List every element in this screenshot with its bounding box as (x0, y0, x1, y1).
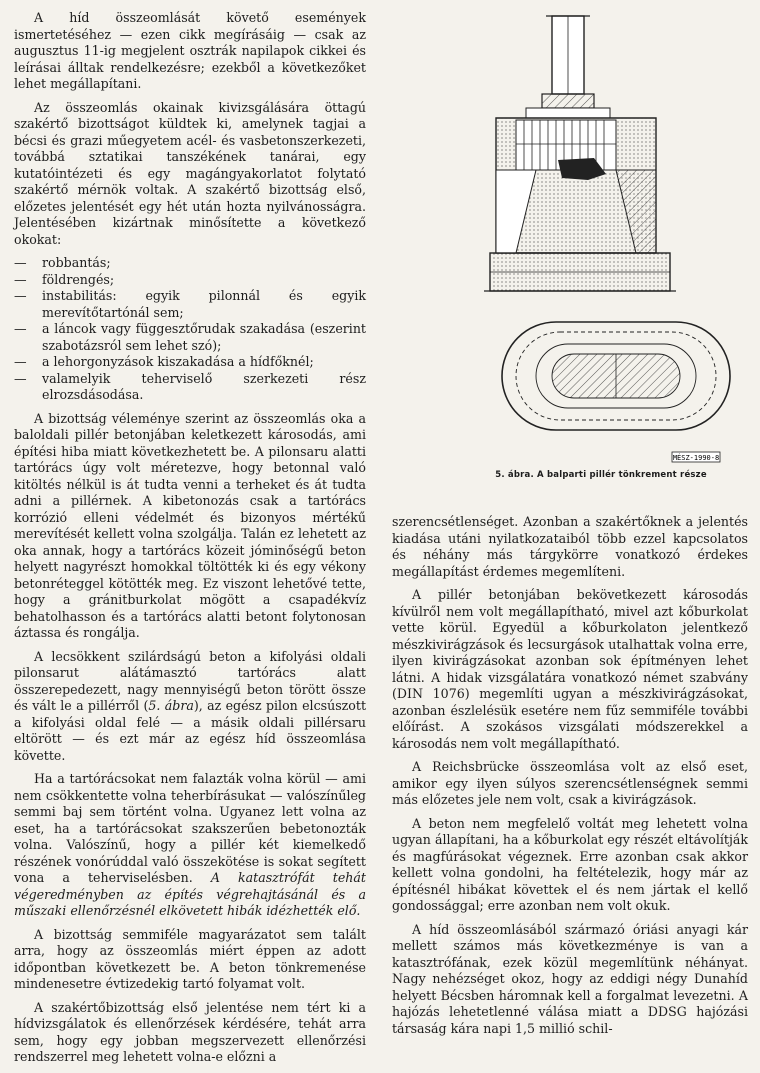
left-column (14, 10, 366, 1073)
paragraph-concrete: A beton nem megfelelő voltát meg lehetett volna ugyan állapítani, ha a kőburkolat egy részét eltávolítják és magfúrásokat végeznek. Erre azonban csak akkor kellett volna gondolni, ha feltételezik, hogy már az építésnél hibákat követtek el és nem jártak el kellő gondossággal; erre azonban nem volt okuk. (392, 815, 748, 913)
paragraph-statements: szerencsétlenséget. Azonban a szakértőknek a jelentés kiadása utáni nyilatkozataiból több ezzel kapcsolatos és néhány más tárgykörre vonatkozó érdekes megállapítást érdemes megemlíteni. (392, 514, 748, 579)
figure-reference: 5. ábra (148, 698, 194, 713)
paragraph-conclusion (14, 771, 366, 920)
paragraph-reichsbrucke: A Reichsbrücke összeomlása volt az első eset, amikor egy ilyen súlyos szerencsétlenségnek semmi más előzetes jele nem volt, csak a kivirágzások. (392, 759, 748, 807)
pier-diagram (476, 8, 760, 470)
conclusion-italic: A katasztrófát tehát végeredményben az építés végrehajtásánál és a műszaki ellenőrzésnél elkövetett hibák idézhették elő. (14, 870, 366, 918)
paragraph-timing: A bizottság semmiféle magyarázatot sem talált arra, hogy az összeomlás miért éppen az adott időpontban következett be. A beton tönkremenése mindenesetre évtizedekig tartó folyamat volt. (14, 926, 366, 991)
list-item: — a láncok vagy függesztőrudak szakadása (eszerint szabotázsról sem lehet szó); (14, 321, 366, 354)
paragraph-committee: Az összeomlás okainak kivizsgálására öttagú szakértő bizottságot küldtek ki, amelynek tagjai a bécsi és grazi műegyetem acél- és vasbetonszerkezeti, továbbá sztatikai tanszékének tanárai, egy kutatóintézeti és egy magángyakorlatot folytató szakértő mérnök voltak. A szakértő bizottság első, előzetes jelentését egy hét után hozta nyilvánosságra. Jelentésében kizártnak minősítette a következő okokat: (14, 99, 366, 247)
figure-pier-drawing (476, 8, 760, 488)
figure-caption: 5. ábra. A balparti pillér tönkrement része (495, 470, 707, 480)
right-column (392, 514, 748, 1044)
list-item: — a lehorgonyzások kiszakadása a hídfőknél; (14, 354, 366, 371)
excluded-causes-list (14, 255, 366, 404)
failure-text-b: ), az egész pilon elcsúszott a kifolyási oldal felé — a másik oldali pillérsaru eltörött — és ezt már az egész híd összeomlása követte. (14, 698, 367, 763)
paragraph-inspection: A szakértőbizottság első jelentése nem tért ki a hídvizsgálatok és ellenőrzések kérdésére, tehát arra sem, hogy egy jobban megszervezett ellenőrzési rendszerrel meg lehetett volna-e előzni a (14, 999, 366, 1064)
paragraph-cause: A bizottság véleménye szerint az összeomlás oka a baloldali pillér betonjában keletkezett károsodás, ami építési hiba miatt következhetett be. A pilonsaru alatti tartórács úgy volt méretezve, hogy betonnal való kitöltés nélkül is át tudta venni a terheket és át tudta adni a pillérnek. A kibetonozás csak a tartórács korrózió elleni védelmét és bizonyos mértékű merevítését kellett volna szolgálja. Talán ez lehetett az oka annak, hogy a tartórács közeit jóminőségű beton helyett nagyrészt homokkal töltötték ki és egy vékony betonréteggel kötötték meg. Ez viszont lehetővé tette, hogy a gránitburkolat mögött a csapadékvíz behatolhasson és a tartórács alatti betont folytonosan áztassa és rongálja. (14, 410, 366, 640)
elevation-view (484, 16, 676, 291)
paragraph-failure (14, 649, 366, 765)
paragraph-consequences: A híd összeomlásából származó óriási anyagi kár mellett számos más következménye is van a katasztrófának, ezek közül megemlítünk néhányat. Nagy nehézséget okoz, hogy az eddigi négy Dunahíd helyett Bécsben háromnak kell a forgalmat levezetni. A hajózás lehetetlenné válása miatt a DDSG hajózási társaság kára napi 1,5 millió schil- (392, 921, 748, 1036)
failure-text-a: A lecsökkent szilárdságú beton a kifolyási oldali pilonsarut alátámasztó tartórács alatt összerepedezett, nagy mennyiségű beton törött össze és vált le a pillérről ( (14, 648, 366, 713)
list-item: — instabilitás: egyik pilonnál és egyik merevítőtartónál sem; (14, 288, 366, 321)
list-item: — robbantás; (14, 255, 366, 272)
plan-view (502, 322, 730, 430)
list-item: — földrengés; (14, 272, 366, 289)
stamp-label: MÉSZ-1990-8 (672, 454, 720, 462)
conclusion-text: Ha a tartórácsokat nem falazták volna körül — ami nem csökkentette volna teherbírásukat — valószínűleg semmi baj sem történt volna. Ugyanez lett volna az eset, ha a tartórácsokat szakszerűen bebetonozták volna. Valószínű, hogy a pillér két kiemelkedő részének vonórúddal való összekötése is sokat segített vona a teherviselésben. (14, 771, 366, 885)
list-item: — valamelyik teherviselő szerkezeti rész elrozsdásodása. (14, 371, 366, 404)
paragraph-intro: A híd összeomlását követő események ismertetéséhez — ezen cikk megírásáig — csak az augusztus 11-ig megjelent osztrák napilapok cikkei és leírásai álltak rendelkezésre; ezekből a következőket lehet megállapítani. (14, 10, 366, 91)
paragraph-damage: A pillér betonjában bekövetkezett károsodás kívülről nem volt megállapítható, mivel azt kőburkolat vette körül. Egyedül a kőburkolaton jelentkező mészkivirágzások és lecsurgások utalhattak volna erre, ilyen kivirágzásokat azonban sok építményen lehet látni. A hidak vizsgálatára vonatkozó német szabvány (DIN 1076) megemlíti ugyan a mészkivirágzásokat, azonban észlelésük esetére nem fűz semmiféle további előírást. A szokásos vizsgálati módszerekkel a károsodás nem volt megállapítható. (392, 587, 748, 751)
